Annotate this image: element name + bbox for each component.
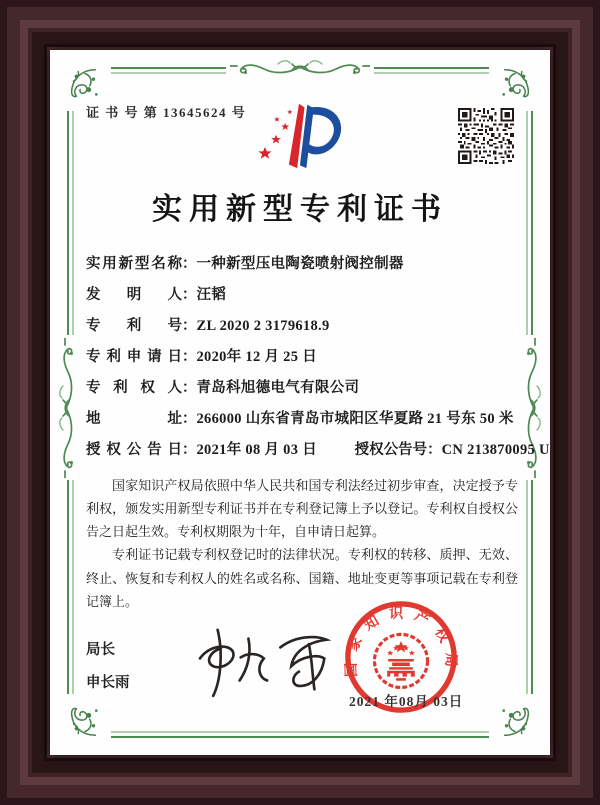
signer-block bbox=[86, 638, 130, 704]
field-label: 授权公告日 bbox=[86, 442, 182, 458]
corner-ornament-icon bbox=[64, 703, 102, 741]
seal-text: 国家知识产权局 bbox=[343, 606, 459, 678]
flourish-icon bbox=[55, 338, 77, 478]
field-label: 地址 bbox=[86, 411, 182, 427]
field-label: 专利权人 bbox=[86, 380, 182, 396]
field-colon: ： bbox=[182, 287, 197, 303]
field-label: 实用新型名称 bbox=[86, 256, 182, 272]
field-colon: ： bbox=[182, 349, 197, 365]
field-grant-row bbox=[86, 442, 550, 459]
signer-name: 申长雨 bbox=[86, 675, 130, 691]
field-value: 一种新型压电陶瓷喷射阀控制器 bbox=[196, 256, 404, 272]
corner-ornament-icon bbox=[64, 64, 102, 102]
field-grant-date bbox=[86, 442, 317, 458]
signature-icon bbox=[178, 622, 343, 707]
certificate-paper bbox=[50, 50, 550, 755]
issue-date: 2021 年08月 03日 bbox=[349, 694, 464, 709]
legal-paragraph: 国家知识产权局依照中华人民共和国专利法经过初步审查，决定授予专利权，颁发实用新型专利证书并在专利登记簿上予以登记。专利权自授权公告之日起生效。专利权期限为十年，自申请日起算。 bbox=[86, 478, 518, 540]
field-label: 专利申请日 bbox=[86, 349, 182, 365]
field-inventor bbox=[86, 287, 518, 304]
cnipa-logo-icon bbox=[253, 98, 345, 172]
signer-title: 局长 bbox=[86, 642, 115, 658]
svg-text:国家知识产权局 bbox=[342, 604, 460, 677]
field-value: CN 213870095 U bbox=[441, 442, 550, 458]
qr-code-icon bbox=[458, 108, 514, 164]
field-value: ZL 2020 2 3179618.9 bbox=[196, 318, 330, 334]
field-colon: ： bbox=[182, 318, 197, 334]
field-filing-date bbox=[86, 349, 518, 366]
field-colon: ： bbox=[182, 442, 197, 458]
field-patentee bbox=[86, 380, 518, 397]
field-grant-no bbox=[355, 442, 550, 459]
field-colon: ： bbox=[182, 256, 197, 272]
field-label: 授权公告号 bbox=[354, 442, 428, 458]
field-value: 2020年 12 月 25 日 bbox=[196, 349, 317, 365]
corner-ornament-icon bbox=[498, 703, 536, 741]
field-value: 266000 山东省青岛市城阳区华夏路 21 号东 50 米 bbox=[196, 411, 514, 427]
legal-paragraph: 专利证书记载专利权登记时的法律状况。专利权的转移、质押、无效、终止、恢复和专利权人的姓名或名称、国籍、地址变更等事项记载在专利登记簿上。 bbox=[86, 547, 518, 609]
field-label: 发明人 bbox=[86, 287, 182, 303]
certificate-number: 证 书 号 第 13645624 号 bbox=[86, 105, 247, 120]
field-patent-name bbox=[86, 256, 518, 273]
field-colon: ： bbox=[182, 380, 197, 396]
field-value: 汪韬 bbox=[196, 287, 227, 303]
flourish-icon bbox=[230, 56, 370, 78]
certificate-title: 实用新型专利证书 bbox=[152, 193, 448, 226]
field-value: 2021年 08 月 03 日 bbox=[196, 442, 317, 458]
field-address bbox=[86, 411, 518, 428]
field-colon: ： bbox=[427, 442, 442, 458]
field-list bbox=[86, 256, 550, 473]
field-value: 青岛科旭德电气有限公司 bbox=[196, 380, 360, 396]
field-colon: ： bbox=[182, 411, 197, 427]
corner-ornament-icon bbox=[498, 64, 536, 102]
legal-text bbox=[86, 474, 518, 613]
field-patent-no bbox=[86, 318, 518, 335]
field-label: 专利号 bbox=[86, 318, 182, 334]
